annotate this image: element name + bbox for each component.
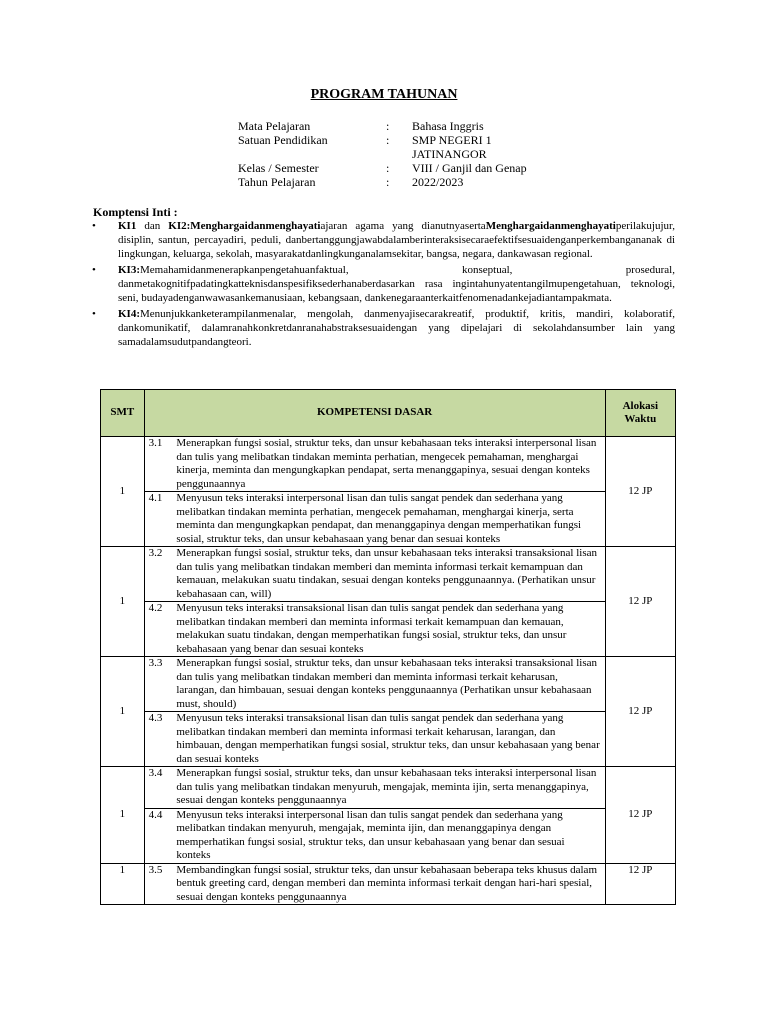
table-row — [101, 492, 676, 547]
ki-list — [90, 219, 675, 351]
kd-description: Menerapkan fungsi sosial, struktur teks, dan unsur kebahasaan teks interaksi transaksional lisan dan tulis yang melibatkan tindakan memberi dan meminta informasi terkait keharusan, larangan, dan himbauan, sesuai dengan konteks penggunaannya (Perhatikan unsur kebahasaan must, should) — [176, 657, 605, 712]
ki-lead: KI4: — [118, 308, 140, 320]
kd-number: 3.3 — [144, 657, 176, 712]
kd-number: 4.4 — [144, 808, 176, 863]
meta-row — [238, 175, 532, 189]
table-row — [101, 657, 676, 712]
kd-description: Menyusun teks interaksi interpersonal lisan dan tulis sangat pendek dan sederhana yang melibatkan tindakan menyuruh, mengajak, meminta ijin, dan menanggapinya dengan memperhatikan fungsi sosial, struktur teks, dan unsur kebahasaan yang benar dan sesuai konteks — [176, 808, 605, 863]
kd-number: 3.5 — [144, 863, 176, 905]
ki-item — [90, 307, 675, 349]
kd-description: Menerapkan fungsi sosial, struktur teks, dan unsur kebahasaan teks interaksi interpersonal lisan dan tulis yang melibatkan tindakan menyuruh, mengajak, meminta ijin, serta menanggapinya, sesuai dengan konteks penggunaannya — [176, 767, 605, 809]
kd-number: 3.2 — [144, 547, 176, 602]
meta-row — [238, 119, 532, 133]
ki-connector: dan — [136, 220, 169, 232]
ki-bold: Menghargaidanmenghayati — [485, 220, 616, 232]
table-row — [101, 767, 676, 809]
smt-cell: 1 — [101, 437, 145, 547]
table-header-row — [101, 390, 676, 437]
bullet-icon: • — [92, 308, 96, 320]
ki-body: perilakujujur, disiplin, santun, percayadiri, peduli, danbertanggungjawabdalamberinteraksisecaraefektifsesuaidenganperkembangananak di lingkungan, keluarga, sekolah, masyarakatdanlingkunganalamsekitar, bangsa, negara, dankawasan regional. — [118, 220, 675, 260]
ki-body: Menunjukkanketerampilanmenalar, mengolah, danmenyajisecarakreatif, produktif, kritis, mandiri, kolaboratif, dankomunikatif, dalamranahkonkretdanranahabstraksesuaidengan yang dipelajari di sekolahdansumber lain yang samadalamsudutpandangteori. — [118, 308, 675, 348]
ki-item — [90, 219, 675, 261]
ki-bold: KI2:Menghargaidanmenghayati — [168, 220, 321, 232]
kd-description: Menyusun teks interaksi transaksional lisan dan tulis sangat pendek dan sederhana yang melibatkan tindakan memberi dan meminta informasi terkait keharusan, larangan, dan himbauan, dengan memperhatikan fungsi sosial, struktur teks, dan unsur kebahasaan yang benar dan sesuai konteks — [176, 712, 605, 767]
meta-colon: : — [386, 175, 390, 189]
jp-cell: 12 JP — [605, 437, 675, 547]
bullet-icon: • — [92, 220, 96, 232]
meta-value: SMP NEGERI 1 JATINANGOR — [412, 133, 492, 161]
meta-label: Mata Pelajaran — [238, 119, 311, 133]
table-row — [101, 712, 676, 767]
table-row — [101, 808, 676, 863]
page-title: PROGRAM TAHUNAN — [310, 87, 458, 102]
ki-text — [118, 263, 675, 305]
ki-item — [90, 263, 675, 305]
kd-number: 4.3 — [144, 712, 176, 767]
jp-cell: 12 JP — [605, 657, 675, 767]
meta-value: Bahasa Inggris — [412, 119, 484, 133]
kd-number: 4.2 — [144, 602, 176, 657]
meta-label: Tahun Pelajaran — [238, 175, 316, 189]
kd-number: 4.1 — [144, 492, 176, 547]
smt-cell: 1 — [101, 547, 145, 657]
jp-cell: 12 JP — [605, 767, 675, 864]
ki-body: Memahamidanmenerapkanpengetahuanfaktual, konseptual, prosedural, danmetakognitifpadatingkatteknisdanspesifiksederhanaberdasarkan rasa ingintahunyatentangilmupengetahuan, teknologi, seni, budayadenganwawasankemanusiaan, kebangsaan, dankenegaraanterkaitfenomenadankejadiantampakmata. — [118, 264, 675, 304]
meta-value: 2022/2023 — [412, 175, 464, 189]
document-meta — [238, 119, 532, 189]
meta-label: Satuan Pendidikan — [238, 133, 328, 147]
smt-cell: 1 — [101, 657, 145, 767]
smt-cell: 1 — [101, 863, 145, 905]
kd-description: Menerapkan fungsi sosial, struktur teks, dan unsur kebahasaan teks interaksi interpersonal lisan dan tulis yang melibatkan tindakan meminta perhatian, mengecek pemahaman, menghargai kinerja, meminta dan mengungkapkan pendapat, serta menanggapinya, sesuai dengan konteks penggunaannya — [176, 437, 605, 492]
meta-colon: : — [386, 119, 390, 133]
meta-colon: : — [386, 161, 390, 175]
ki-text — [118, 307, 675, 349]
kd-number: 3.4 — [144, 767, 176, 809]
ki-heading: Komptensi Inti : — [93, 205, 178, 219]
header-kd: KOMPETENSI DASAR — [144, 390, 605, 437]
table-row — [101, 437, 676, 492]
table-row — [101, 547, 676, 602]
ki-body: ajaran agama yang dianutnyaserta — [320, 220, 486, 232]
header-alokasi: Alokasi Waktu — [605, 390, 675, 437]
meta-row — [238, 161, 532, 175]
kd-number: 3.1 — [144, 437, 176, 492]
ki-lead: KI3: — [118, 264, 140, 276]
kd-description: Menerapkan fungsi sosial, struktur teks, dan unsur kebahasaan teks interaksi transaksional lisan dan tulis yang melibatkan tindakan memberi dan meminta informasi terkait kemampuan dan kemauan, melakukan suatu tindakan, sesuai dengan konteks penggunaannya. (Perhatikan unsur kebahasaan can, will) — [176, 547, 605, 602]
table-row — [101, 863, 676, 905]
meta-label: Kelas / Semester — [238, 161, 319, 175]
kd-description: Membandingkan fungsi sosial, struktur teks, dan unsur kebahasaan beberapa teks khusus dalam bentuk greeting card, dengan memberi dan meminta informasi terkait dengan hari-hari spesial, sesuai dengan konteks penggunaannya — [176, 863, 605, 905]
ki-text — [118, 219, 675, 261]
meta-colon: : — [386, 133, 390, 147]
ki-lead: KI1 — [118, 220, 137, 232]
meta-value: VIII / Ganjil dan Genap — [412, 161, 527, 175]
header-smt: SMT — [101, 390, 145, 437]
smt-cell: 1 — [101, 767, 145, 864]
kd-description: Menyusun teks interaksi transaksional lisan dan tulis sangat pendek dan sederhana yang melibatkan tindakan memberi dan meminta informasi terkait kemampuan dan kemauan, melakukan suatu tindakan, dengan memperhatikan fungsi sosial, struktur teks, dan unsur kebahasaan yang benar dan sesuai konteks — [176, 602, 605, 657]
jp-cell: 12 JP — [605, 863, 675, 905]
kompetensi-dasar-table — [100, 389, 676, 905]
kd-description: Menyusun teks interaksi interpersonal lisan dan tulis sangat pendek dan sederhana yang melibatkan tindakan meminta perhatian, mengecek pemahaman, menghargai kinerja, serta meminta dan mengungkapkan pendapat, dan menanggapinya dengan memperhatikan fungsi sosial, struktur teks, dan unsur kebahasaan yang benar dan sesuai konteks — [176, 492, 605, 547]
jp-cell: 12 JP — [605, 547, 675, 657]
bullet-icon: • — [92, 264, 96, 276]
table-row — [101, 602, 676, 657]
meta-row — [238, 133, 532, 161]
